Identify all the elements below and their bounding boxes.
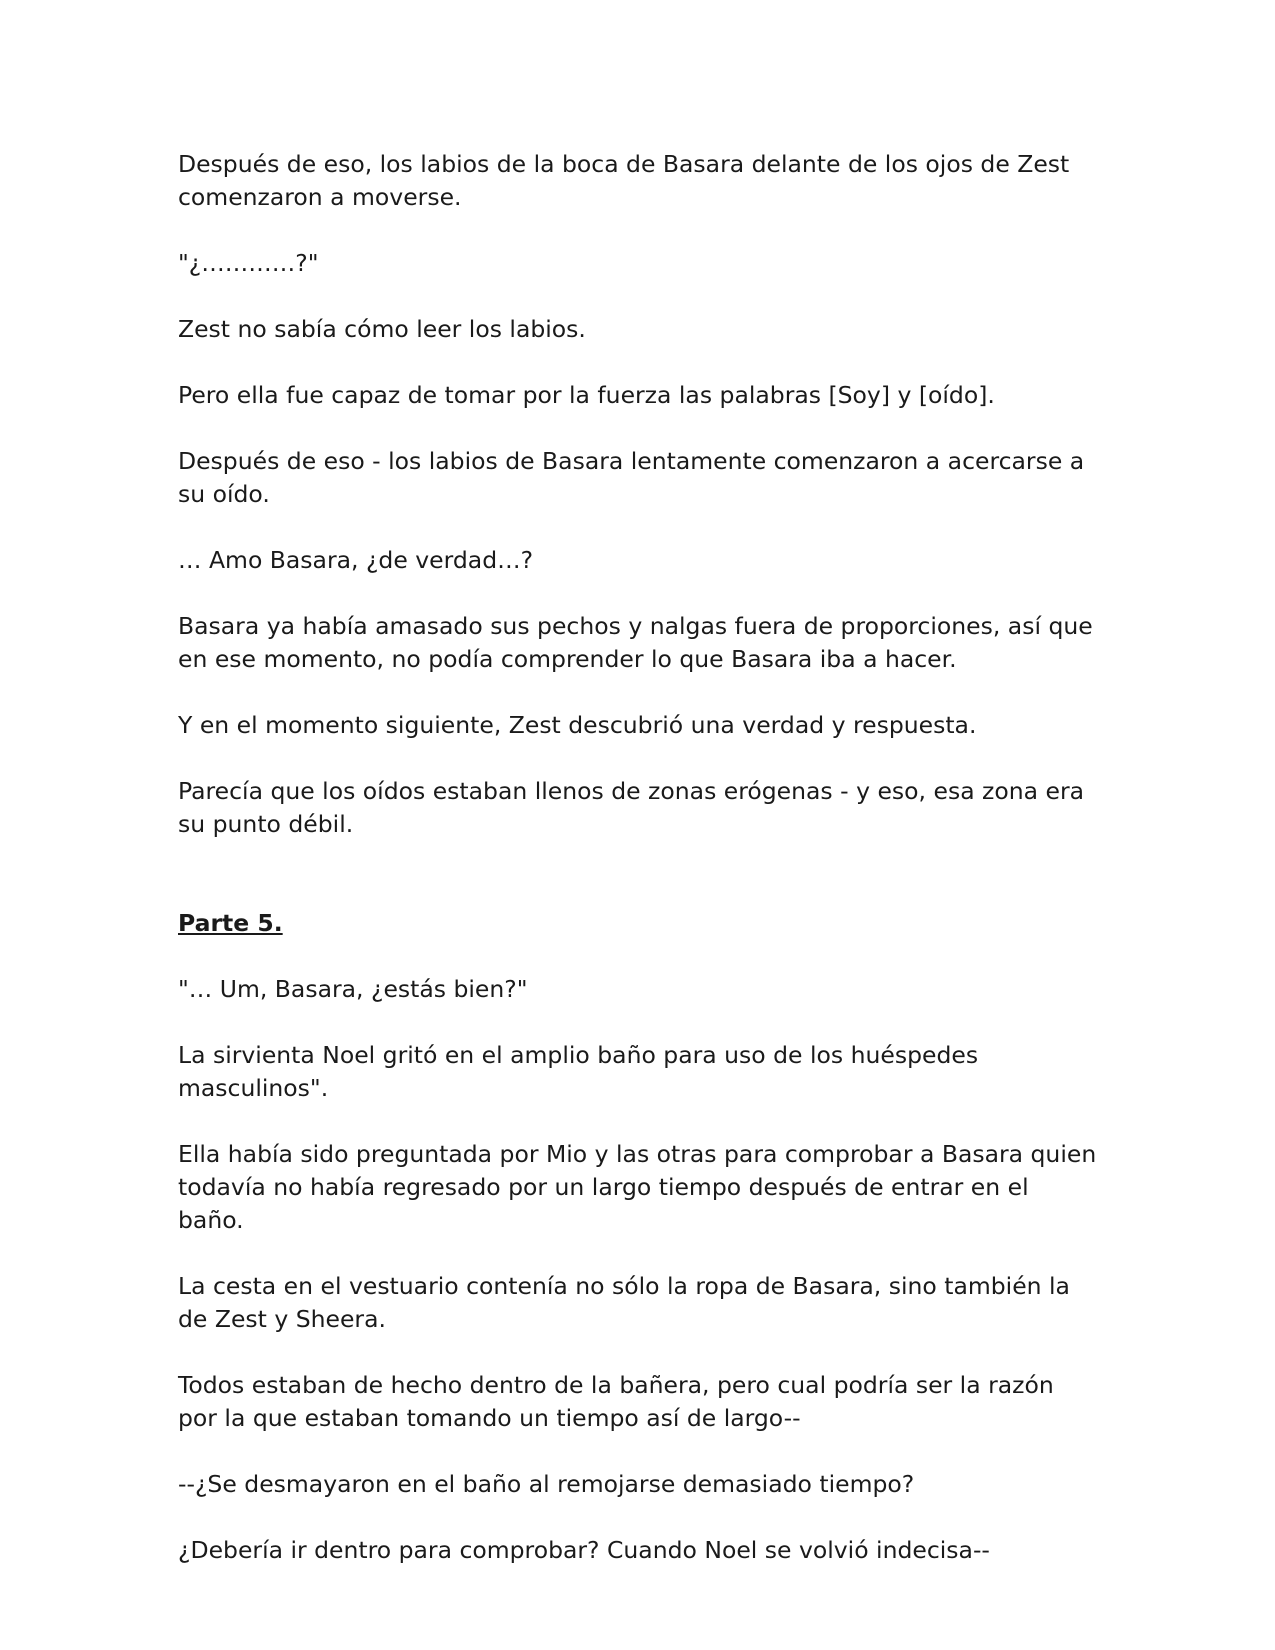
paragraph: Y en el momento siguiente, Zest descubrió una verdad y respuesta. [178,711,977,739]
paragraph: Después de eso - los labios de Basara lentamente comenzaron a acercarse a su oído. [178,447,1085,508]
paragraph: "¿…………?" [178,249,319,277]
paragraph: Ella había sido preguntada por Mio y las otras para comprobar a Basara quien todavía no había regresado por un largo tiempo después de entrar en el baño. [178,1140,1097,1234]
paragraph: Zest no sabía cómo leer los labios. [178,315,586,343]
section-heading: Parte 5. [178,909,283,937]
paragraph: Parecía que los oídos estaban llenos de zonas erógenas - y eso, esa zona era su punto débil. [178,777,1085,838]
paragraph: Pero ella fue capaz de tomar por la fuerza las palabras [Soy] y [oído]. [178,381,995,409]
paragraph: Todos estaban de hecho dentro de la bañera, pero cual podría ser la razón por la que estaban tomando un tiempo así de largo-- [178,1371,1054,1432]
paragraph: La cesta en el vestuario contenía no sólo la ropa de Basara, sino también la de Zest y Sheera. [178,1272,1070,1333]
paragraph: --¿Se desmayaron en el baño al remojarse demasiado tiempo? [178,1470,915,1498]
paragraph: Después de eso, los labios de la boca de Basara delante de los ojos de Zest comenzaron a moverse. [178,150,1070,211]
paragraph: ¿Debería ir dentro para comprobar? Cuando Noel se volvió indecisa-- [178,1536,990,1564]
paragraph: "… Um, Basara, ¿estás bien?" [178,975,528,1003]
paragraph: La sirvienta Noel gritó en el amplio baño para uso de los huéspedes masculinos". [178,1041,979,1102]
paragraph: … Amo Basara, ¿de verdad…? [178,546,534,574]
paragraph: Basara ya había amasado sus pechos y nalgas fuera de proporciones, así que en ese momento, no podía comprender lo que Basara iba a hacer. [178,612,1093,673]
document-body [178,148,1098,1600]
